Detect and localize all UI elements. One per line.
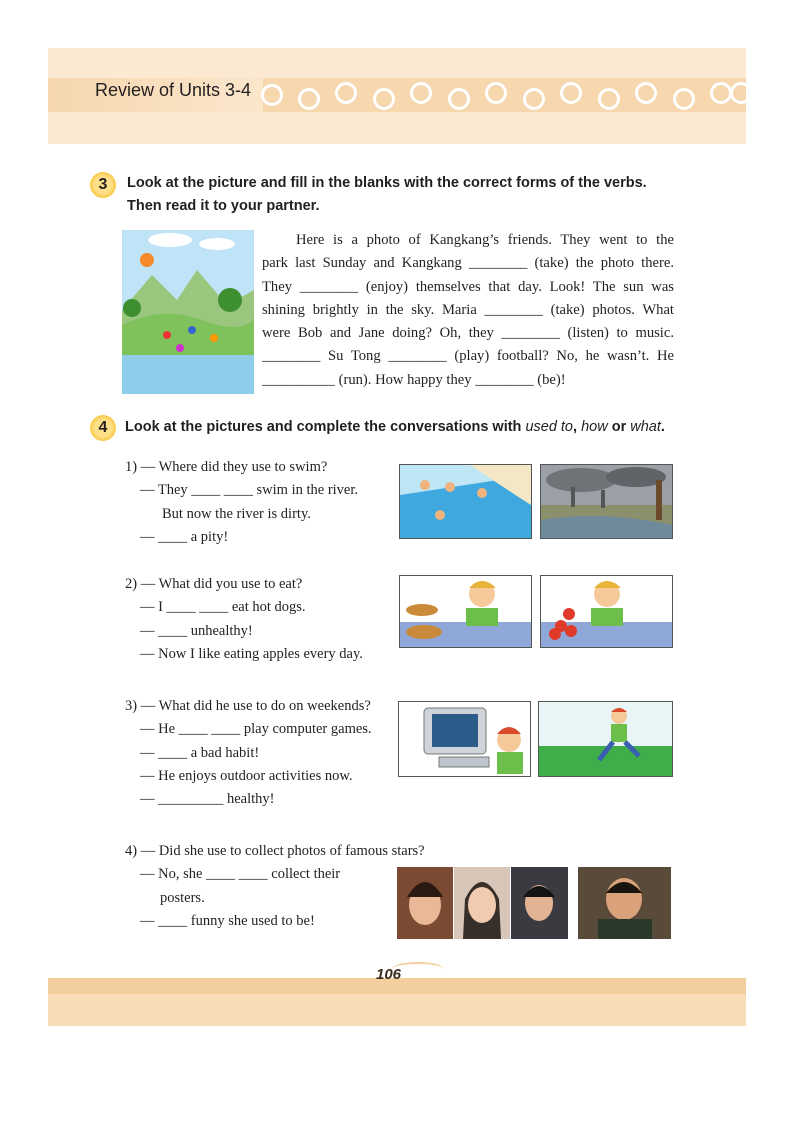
dialogue-line: — No, she ____ ____ collect their bbox=[140, 866, 341, 883]
decorative-rings bbox=[255, 78, 746, 112]
dialogue-line: — _________ healthy! bbox=[140, 791, 275, 808]
instruction-text: or bbox=[607, 419, 631, 435]
computer-games-picture bbox=[398, 701, 531, 777]
dialogue-line: 4) — Did she use to collect photos of famous stars? bbox=[125, 843, 425, 859]
dialogue-line: — He enjoys outdoor activities now. bbox=[140, 767, 353, 784]
dialogue-line: 1) — Where did they use to swim? bbox=[125, 459, 328, 475]
paragraph-line: They ________ (enjoy) themselves that day. Look! The sun was bbox=[262, 278, 674, 295]
ring-decoration bbox=[448, 88, 470, 110]
ring-decoration bbox=[598, 88, 620, 110]
paragraph-line: __________ (run). How happy they ________ (be)! bbox=[262, 371, 566, 388]
exercise-4-instruction bbox=[125, 416, 725, 439]
ring-decoration bbox=[261, 84, 283, 106]
instruction-line: Look at the picture and fill in the blanks with the correct forms of the verbs. bbox=[127, 175, 647, 191]
star-photos-picture bbox=[397, 867, 568, 939]
keyword: used to bbox=[525, 419, 574, 435]
ring-decoration bbox=[730, 82, 746, 104]
dialogue-line: — They ____ ____ swim in the river. bbox=[140, 482, 359, 499]
ring-decoration bbox=[710, 82, 732, 104]
ring-decoration bbox=[410, 82, 432, 104]
dialogue-line: — ____ funny she used to be! bbox=[140, 912, 315, 929]
apples-picture bbox=[540, 575, 673, 648]
paragraph-line: Here is a photo of Kangkang’s friends. They went to the bbox=[296, 232, 674, 248]
page-number: 106 bbox=[376, 966, 402, 983]
paragraph-line: ________ Su Tong ________ (play) football? No, he wasn’t. He bbox=[262, 348, 674, 365]
ring-decoration bbox=[485, 82, 507, 104]
polluted-river-picture bbox=[540, 464, 673, 539]
instruction-text: . bbox=[660, 419, 665, 435]
swimming-picture bbox=[399, 464, 532, 539]
conversation-3 bbox=[125, 695, 372, 811]
conversation-2 bbox=[125, 573, 363, 666]
running-picture bbox=[538, 701, 673, 777]
dialogue-line: But now the river is dirty. bbox=[162, 505, 311, 522]
dialogue-line: — ____ a pity! bbox=[140, 528, 229, 545]
instruction-line: Then read it to your partner. bbox=[127, 198, 320, 214]
instruction-text: Look at the pictures and complete the conversations with bbox=[125, 419, 526, 435]
hot-dogs-picture bbox=[399, 575, 532, 648]
exercise-3-instruction bbox=[127, 172, 727, 218]
ring-decoration bbox=[673, 88, 695, 110]
paragraph-line: park last Sunday and Kangkang ________ (take) the photo there. bbox=[262, 255, 674, 272]
dialogue-line: — He ____ ____ play computer games. bbox=[140, 721, 372, 738]
dialogue-line: 3) — What did he use to do on weekends? bbox=[125, 698, 371, 714]
dialogue-line: 2) — What did you use to eat? bbox=[125, 576, 303, 592]
ring-decoration bbox=[335, 82, 357, 104]
exercise-3-paragraph bbox=[262, 229, 674, 392]
ring-decoration bbox=[298, 88, 320, 110]
keyword: what bbox=[630, 419, 661, 435]
page-title: Review of Units 3-4 bbox=[95, 80, 252, 100]
ring-decoration bbox=[560, 82, 582, 104]
exercise-4-badge: 4 bbox=[90, 415, 116, 441]
dialogue-line: — Now I like eating apples every day. bbox=[140, 645, 363, 662]
dialogue-line: — ____ a bad habit! bbox=[140, 744, 260, 761]
dialogue-line: — I ____ ____ eat hot dogs. bbox=[140, 599, 306, 616]
actor-photo bbox=[578, 867, 671, 939]
instruction-text: , bbox=[573, 419, 582, 435]
ring-decoration bbox=[373, 88, 395, 110]
paragraph-line: shining brightly in the sky. Maria ________ (take) photos. What bbox=[262, 301, 674, 318]
paragraph-line: were Bob and Jane doing? Oh, they ________ (listen) to music. bbox=[262, 325, 674, 342]
conversation-4 bbox=[125, 840, 425, 933]
keyword: how bbox=[581, 419, 608, 435]
ring-decoration bbox=[523, 88, 545, 110]
dialogue-line: posters. bbox=[160, 889, 205, 906]
exercise-3-badge: 3 bbox=[90, 172, 116, 198]
park-picture bbox=[122, 230, 254, 394]
conversation-1 bbox=[125, 456, 358, 549]
ring-decoration bbox=[635, 82, 657, 104]
dialogue-line: — ____ unhealthy! bbox=[140, 622, 253, 639]
